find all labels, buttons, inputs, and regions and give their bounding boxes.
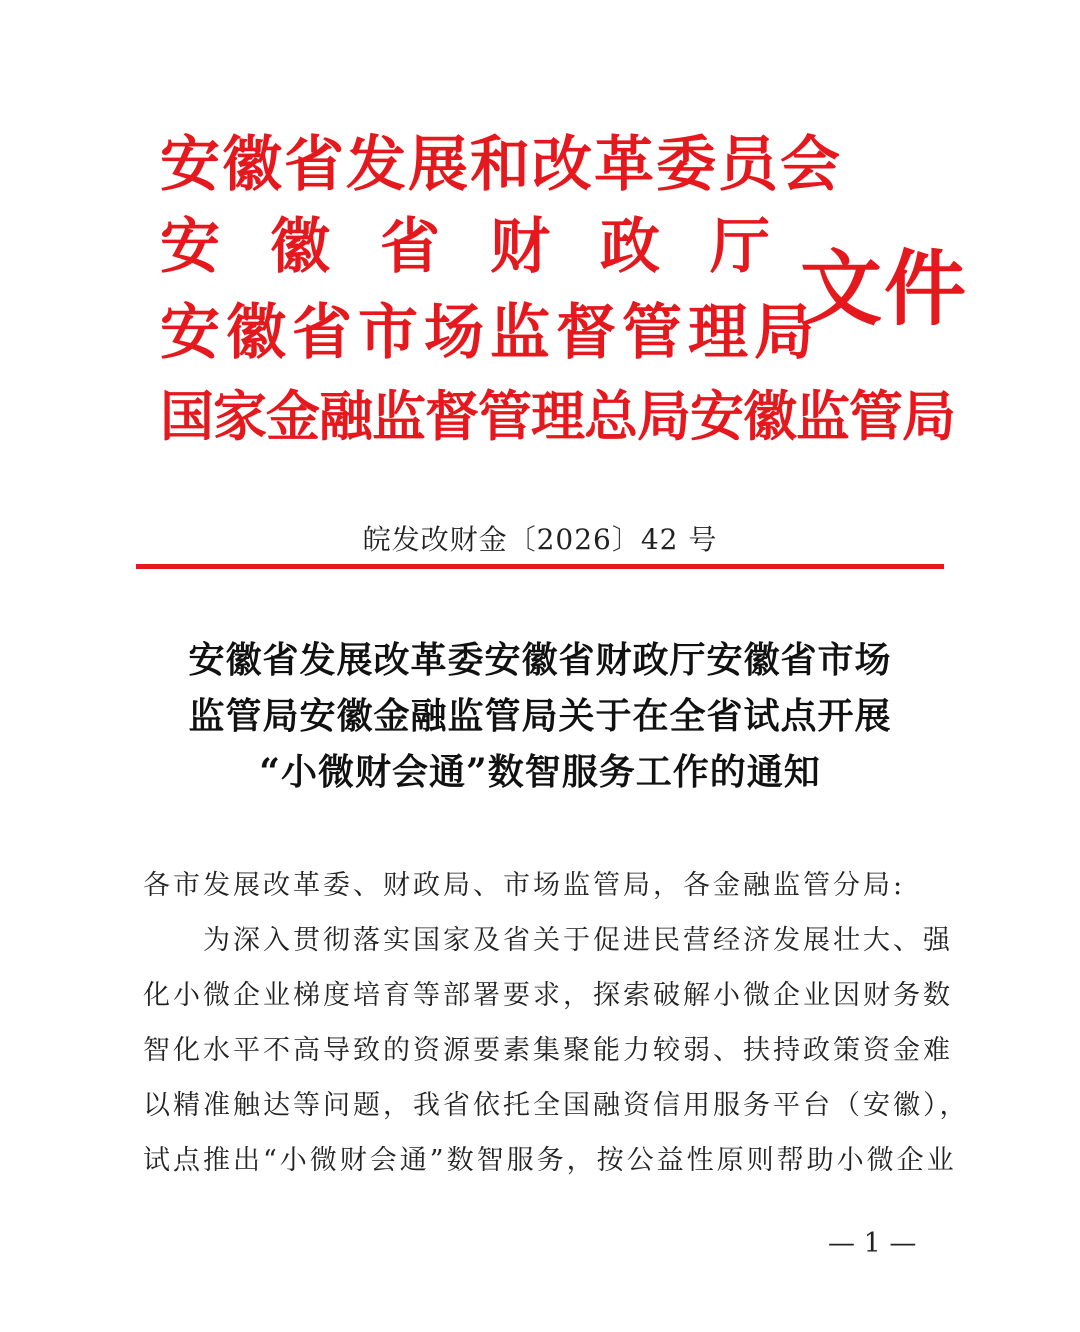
red-divider [136, 564, 944, 569]
issuer-name: 安徽省市场监督管理局 [160, 298, 820, 368]
issuer-name: 安徽省财政厅 [160, 212, 820, 282]
paragraph-line: 化小微企业梯度培育等部署要求，探索破解小微企业因财务数 [143, 980, 953, 1011]
document-header [160, 130, 969, 450]
issuer-name: 安徽省发展和改革委员会 [160, 130, 842, 200]
document-number: 皖发改财金〔2026〕42 号 [362, 523, 718, 556]
paragraph-line: 为深入贯彻落实国家及省关于促进民营经济发展壮大、强 [203, 925, 953, 956]
addressee-line: 各市发展改革委、财政局、市场监管局，各金融监管分局: [143, 870, 906, 901]
page-number: — 1 — [828, 1228, 917, 1259]
title-line: “小微财会通”数智服务工作的通知 [259, 751, 821, 793]
issuer-name: 国家金融监督管理总局安徽监管局 [160, 385, 955, 448]
paragraph-line: 试点推出“小微财会通”数智服务，按公益性原则帮助小微企业 [143, 1145, 957, 1176]
title-line: 安徽省发展改革委安徽省财政厅安徽省市场 [188, 639, 892, 681]
body-text [143, 858, 970, 1188]
document-suffix: 文件 [800, 242, 969, 337]
title-line: 监管局安徽金融监管局关于在全省试点开展 [188, 695, 892, 737]
paragraph-line: 智化水平不高导致的资源要素集聚能力较弱、扶持政策资金难 [143, 1035, 953, 1066]
paragraph-line: 以精准触达等问题，我省依托全国融资信用服务平台（安徽）， [143, 1090, 970, 1121]
notice-title [120, 632, 960, 800]
